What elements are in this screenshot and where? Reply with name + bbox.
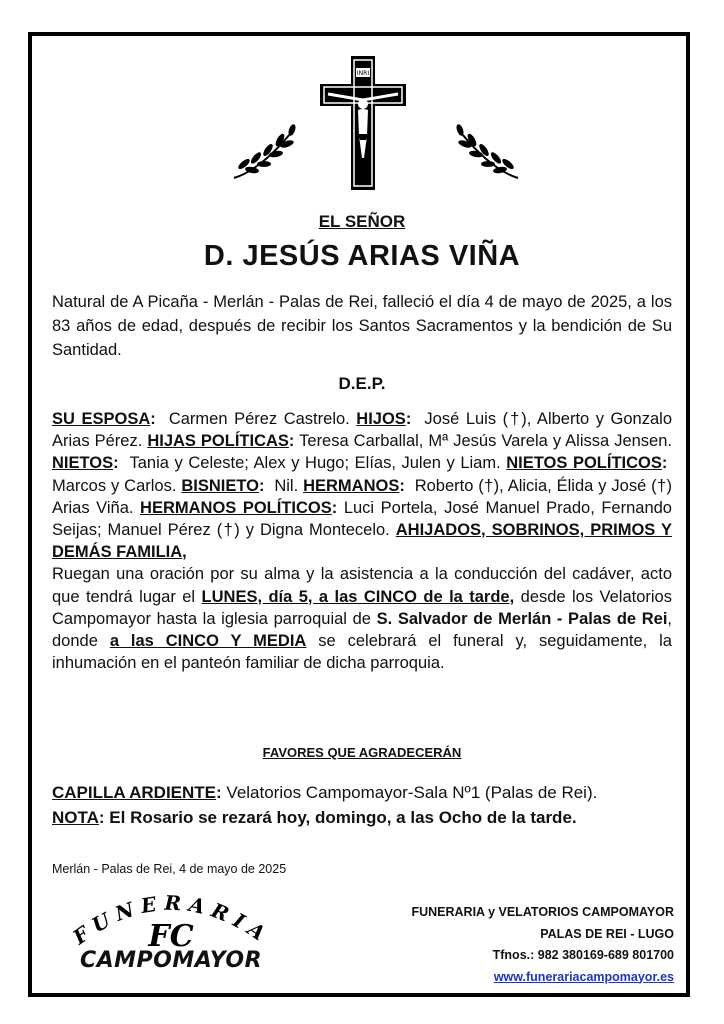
hermanos-label: HERMANOS bbox=[303, 476, 400, 495]
hermanos-politicos-text: Luci Portela, José Manuel Prado, Fernando Seijas; Manuel Pérez (†) y Digna Montecelo. bbox=[52, 498, 672, 540]
hijas-politicas-label: HIJAS POLÍTICAS bbox=[147, 432, 289, 451]
hijos-label: HIJOS bbox=[356, 410, 406, 428]
nietos-politicos-text: Marcos y Carlos. bbox=[52, 476, 177, 495]
ruegan-text-1: Ruegan una oración por su alma y la asistencia a la conducción del cadáver, acto que tendrá lugar el bbox=[52, 565, 672, 606]
capilla-line: CAPILLA ARDIENTE: Velatorios Campomayor-Sala Nº1 (Palas de Rei). bbox=[52, 783, 598, 802]
nota-label: NOTA bbox=[52, 808, 99, 827]
bisnieto-label: BISNIETO bbox=[181, 476, 259, 495]
capilla-label: CAPILLA ARDIENTE bbox=[52, 783, 217, 802]
hijas-politicas-text: Teresa Carballal, Mª Jesús Varela y Alissa Jensen. bbox=[299, 432, 672, 451]
family-paragraph: SU ESPOSA: Carmen Pérez Castrelo. HIJOS: José Luis (†), Alberto y Gonzalo Arias Pérez. HIJAS POLÍTICAS: Teresa Carballal, Mª Jesús Varela y Alissa Jensen. NIETOS: Tania y Celeste; Alex y Hugo; Elías, Julen y Liam. NIETOS POLÍTICOS: Marcos y Carlos. BISNIETO: Nil. HERMANOS: Roberto (†), Alicia, Élida y José (†) Arias Viña. HERMANOS POLÍTICOS: Luci Portela, José Manuel Prado, Fernando Seijas; Manuel Pérez (†) y Digna Montecelo. AHIJADOS, SOBRINOS, PRIMOS Y DEMÁS FAMILIA, Ruegan una oración por su alma y la asistencia a la conducción del cadáver, acto que tendrá lugar el LUNES, día 5, a las CINCO de la tarde, desde los Velatorios Campomayor hasta la iglesia parroquial de S. Salvador de Merlán - Palas de Rei, donde a las CINCO Y MEDIA se celebrará el funeral y, seguidamente, la inhumación en el panteón familiar de dicha parroquia. bbox=[52, 410, 673, 673]
logo-name: CAMPOMAYOR bbox=[79, 948, 263, 973]
deceased-name: D. JESÚS ARIAS VIÑA bbox=[203, 240, 521, 272]
website-link[interactable]: www.funerariacampomayor.es bbox=[493, 969, 674, 984]
contact-phones: Tfnos.: 982 380169-689 801700 bbox=[492, 948, 674, 962]
nietos-label: NIETOS bbox=[52, 454, 114, 473]
esposa-text: Carmen Pérez Castrelo. bbox=[168, 410, 350, 428]
logo-monogram: FC bbox=[148, 919, 194, 952]
crucifix-icon bbox=[290, 54, 436, 194]
ahijados-label: AHIJADOS, SOBRINOS, PRIMOS Y DEMÁS FAMILIA bbox=[52, 521, 672, 562]
capilla-text: Velatorios Campomayor-Sala Nº1 (Palas de Rei). bbox=[226, 783, 598, 802]
hijos-text: José Luis (†), Alberto y Gonzalo Arias Pérez. bbox=[52, 410, 673, 451]
nota-line: NOTA: El Rosario se rezará hoy, domingo, a las Ocho de la tarde. bbox=[52, 808, 577, 827]
ruegan-text-2: desde los Velatorios Campomayor hasta la iglesia parroquial de bbox=[52, 587, 672, 628]
logo-arc-text: FUNERARIA bbox=[68, 890, 276, 950]
nota-text: El Rosario se rezará hoy, domingo, a las Ocho de la tarde. bbox=[109, 808, 577, 827]
hermanos-text: Roberto (†), Alicia, Élida y José (†) Arias Viña. bbox=[52, 476, 672, 517]
ruegan-text-4: se celebrará el funeral y, seguidamente, la inhumación en el panteón familiar de dicha parroquia. bbox=[52, 632, 672, 673]
favores-heading: FAVORES QUE AGRADECERÁN bbox=[262, 745, 462, 760]
contact-location: PALAS DE REI - LUGO bbox=[540, 926, 674, 941]
intro-paragraph: Natural de A Picaña - Merlán - Palas de Rei, falleció el día 4 de mayo de 2025, a los 83 años de edad, después de recibir los Santos Sacramentos y la bendición de Su Santidad. bbox=[52, 293, 672, 359]
ruegan-text-3: donde bbox=[52, 632, 98, 651]
contact-block bbox=[411, 902, 674, 988]
dep-heading: D.E.P. bbox=[338, 374, 386, 393]
day-time: LUNES, día 5, a las CINCO de la tarde bbox=[201, 587, 510, 606]
bisnieto-text: Nil. bbox=[274, 476, 299, 495]
contact-company: FUNERARIA y VELATORIOS CAMPOMAYOR bbox=[411, 905, 674, 919]
laurel-branch-left-icon bbox=[230, 120, 306, 184]
esposa-label: SU ESPOSA bbox=[52, 410, 151, 428]
church-name: S. Salvador de Merlán - Palas de Rei bbox=[376, 609, 668, 628]
laurel-branch-right-icon bbox=[446, 120, 522, 184]
funeral-time: a las CINCO Y MEDIA bbox=[109, 632, 307, 651]
inri-plaque: INRI bbox=[356, 70, 370, 77]
nietos-text: Tania y Celeste; Alex y Hugo; Elías, Julen y Liam. bbox=[129, 454, 501, 473]
logo-arc-icon bbox=[56, 890, 286, 952]
title-el-senor: EL SEÑOR bbox=[318, 212, 406, 231]
date-line: Merlán - Palas de Rei, 4 de mayo de 2025 bbox=[52, 862, 287, 876]
hermanos-politicos-label: HERMANOS POLÍTICOS bbox=[140, 498, 332, 517]
nietos-politicos-label: NIETOS POLÍTICOS bbox=[506, 454, 662, 473]
funeraria-logo bbox=[56, 890, 286, 985]
